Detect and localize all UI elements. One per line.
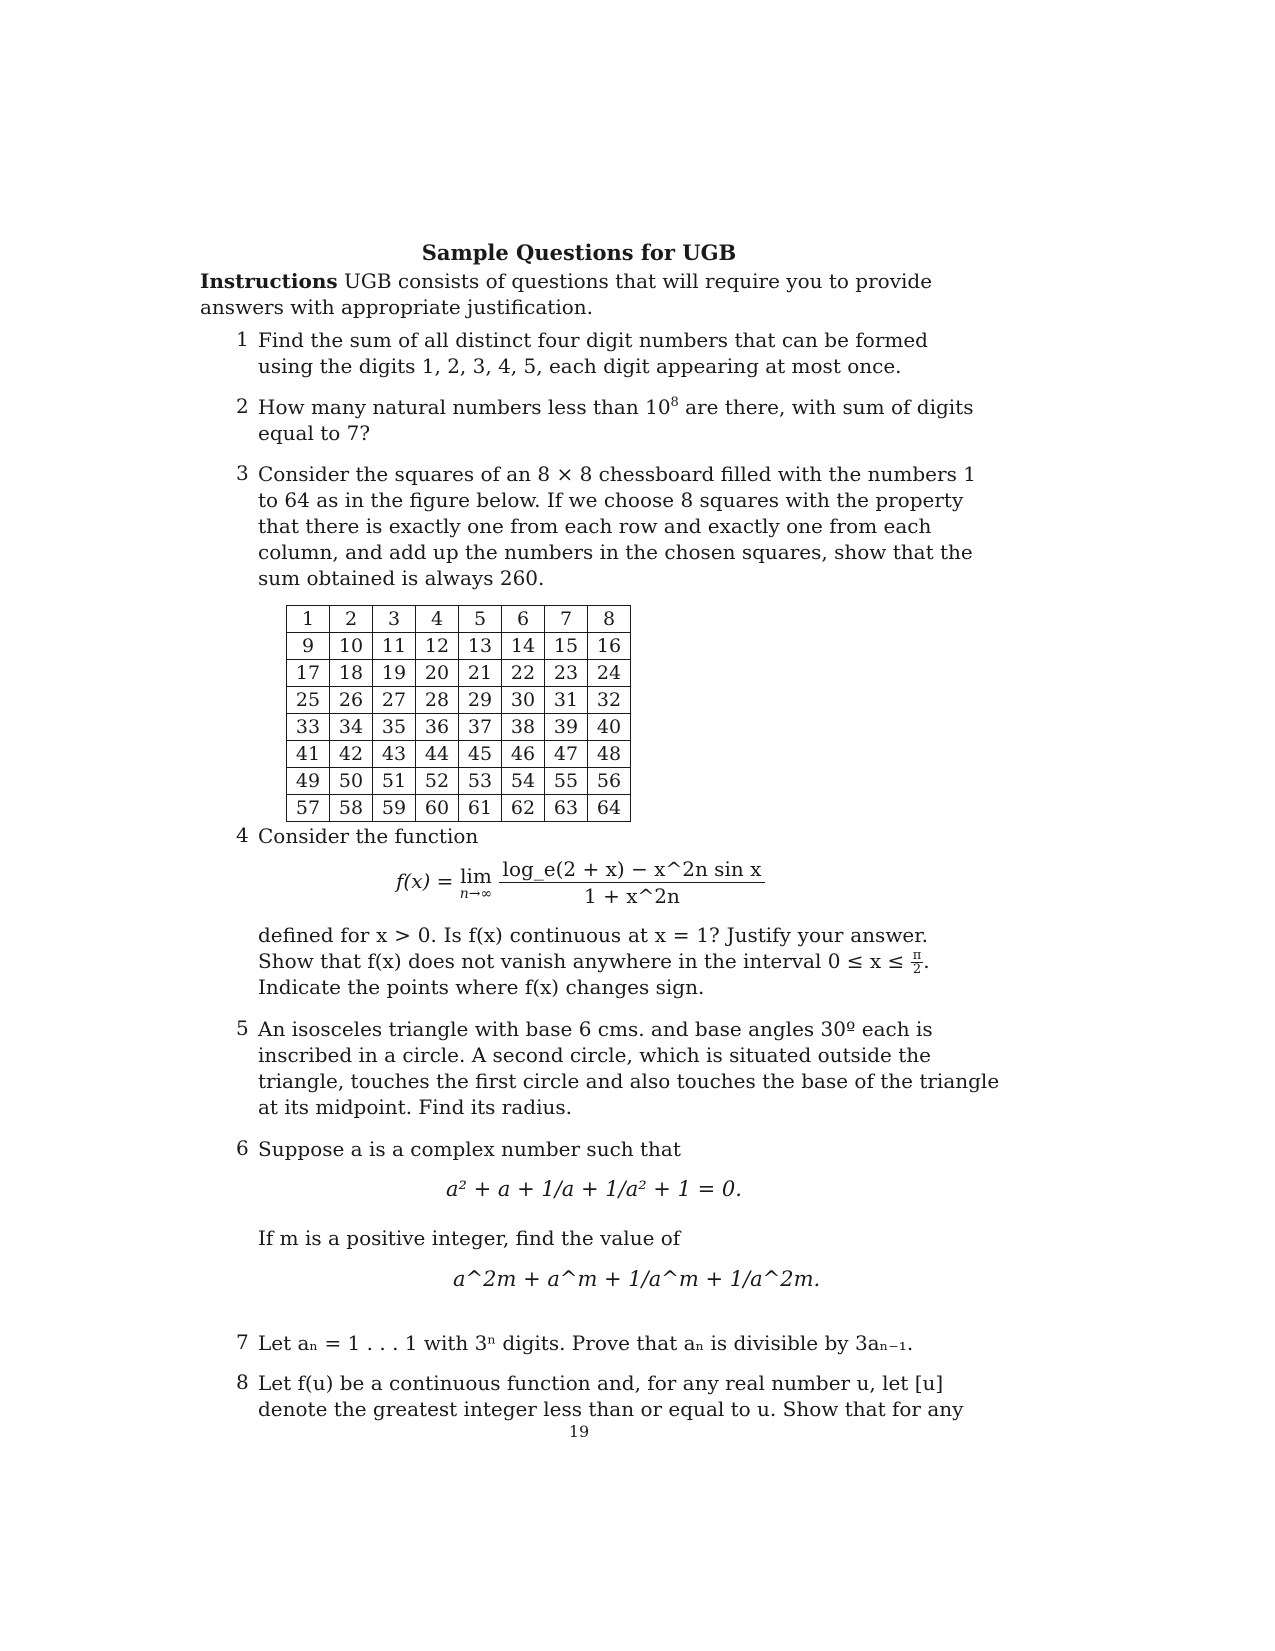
board-cell: 4 — [416, 606, 459, 633]
question-number-5: 5 — [236, 1016, 249, 1040]
q2-line-2: equal to 7? — [258, 421, 371, 445]
board-cell: 2 — [330, 606, 373, 633]
board-cell: 35 — [373, 714, 416, 741]
board-cell: 44 — [416, 741, 459, 768]
q7-text: Let aₙ = 1 . . . 1 with 3ⁿ digits. Prove that aₙ is divisible by 3aₙ₋₁. — [258, 1331, 914, 1355]
board-cell: 13 — [459, 633, 502, 660]
q5-line-3: triangle, touches the first circle and also touches the base of the triangle — [258, 1069, 1000, 1093]
board-cell: 57 — [287, 795, 330, 822]
q1-line-2: using the digits 1, 2, 3, 4, 5, each digit appearing at most once. — [258, 354, 902, 378]
board-cell: 40 — [588, 714, 631, 741]
page-title: Sample Questions for UGB — [421, 240, 737, 265]
chessboard-table — [286, 605, 631, 822]
page-number: 19 — [568, 1422, 590, 1441]
q4-fraction — [499, 856, 766, 909]
instructions-text-1: UGB consists of questions that will require you to provide — [344, 269, 933, 293]
board-cell: 51 — [373, 768, 416, 795]
question-number-7: 7 — [236, 1330, 249, 1354]
board-cell: 27 — [373, 687, 416, 714]
board-cell: 50 — [330, 768, 373, 795]
board-cell: 64 — [588, 795, 631, 822]
board-cell: 41 — [287, 741, 330, 768]
board-cell: 9 — [287, 633, 330, 660]
board-cell: 34 — [330, 714, 373, 741]
q3-line-5: sum obtained is always 260. — [258, 566, 545, 590]
board-cell: 25 — [287, 687, 330, 714]
board-row — [287, 660, 631, 687]
board-cell: 47 — [545, 741, 588, 768]
board-cell: 11 — [373, 633, 416, 660]
board-cell: 55 — [545, 768, 588, 795]
board-cell: 20 — [416, 660, 459, 687]
q4-equation — [396, 856, 765, 909]
q6-line-2: If m is a positive integer, find the value of — [258, 1226, 681, 1250]
q5-line-4: at its midpoint. Find its radius. — [258, 1095, 572, 1119]
board-cell: 6 — [502, 606, 545, 633]
instructions-line-1 — [200, 268, 933, 294]
board-cell: 63 — [545, 795, 588, 822]
board-cell: 10 — [330, 633, 373, 660]
board-cell: 39 — [545, 714, 588, 741]
q8-line-2: denote the greatest integer less than or equal to u. Show that for any — [258, 1397, 964, 1421]
board-cell: 43 — [373, 741, 416, 768]
q4-text-3b: . — [923, 949, 930, 973]
board-cell: 5 — [459, 606, 502, 633]
q3-line-4: column, and add up the numbers in the chosen squares, show that the — [258, 540, 973, 564]
board-cell: 12 — [416, 633, 459, 660]
board-cell: 48 — [588, 741, 631, 768]
board-cell: 21 — [459, 660, 502, 687]
board-cell: 3 — [373, 606, 416, 633]
board-cell: 58 — [330, 795, 373, 822]
question-number-1: 1 — [236, 327, 249, 351]
instructions-label: Instructions — [200, 269, 338, 293]
board-cell: 30 — [502, 687, 545, 714]
board-cell: 38 — [502, 714, 545, 741]
q4-lim-subscript: n→∞ — [459, 885, 493, 902]
instructions-line-2: answers with appropriate justification. — [200, 295, 593, 319]
board-cell: 46 — [502, 741, 545, 768]
board-cell: 62 — [502, 795, 545, 822]
question-number-3: 3 — [236, 461, 249, 485]
q6-equation-1: a² + a + 1/a + 1/a² + 1 = 0. — [446, 1177, 742, 1201]
board-row — [287, 714, 631, 741]
question-number-2: 2 — [236, 394, 249, 418]
question-number-6: 6 — [236, 1136, 249, 1160]
q4-line-3 — [258, 948, 930, 976]
q5-line-1: An isosceles triangle with base 6 cms. and base angles 30º each is — [258, 1017, 933, 1041]
board-cell: 37 — [459, 714, 502, 741]
board-cell: 7 — [545, 606, 588, 633]
q2-text-a: How many natural numbers less than 10 — [258, 395, 671, 419]
q6-equation-2: a^2m + a^m + 1/a^m + 1/a^2m. — [453, 1267, 821, 1291]
q4-denominator: 1 + x^2n — [584, 884, 680, 908]
q4-lhs: f(x) = — [396, 869, 460, 893]
q2-line-1 — [258, 394, 974, 420]
board-cell: 61 — [459, 795, 502, 822]
board-cell: 19 — [373, 660, 416, 687]
board-cell: 31 — [545, 687, 588, 714]
board-cell: 22 — [502, 660, 545, 687]
q4-pi: π — [912, 948, 922, 963]
board-row — [287, 606, 631, 633]
board-cell: 26 — [330, 687, 373, 714]
q3-line-3: that there is exactly one from each row and exactly one from each — [258, 514, 932, 538]
q8-line-1: Let f(u) be a continuous function and, for any real number u, let [u] — [258, 1371, 944, 1395]
q4-two: 2 — [912, 962, 922, 977]
board-cell: 17 — [287, 660, 330, 687]
board-cell: 18 — [330, 660, 373, 687]
board-cell: 33 — [287, 714, 330, 741]
board-cell: 60 — [416, 795, 459, 822]
board-cell: 53 — [459, 768, 502, 795]
board-row — [287, 687, 631, 714]
board-cell: 32 — [588, 687, 631, 714]
board-cell: 23 — [545, 660, 588, 687]
board-row — [287, 633, 631, 660]
q5-line-2: inscribed in a circle. A second circle, which is situated outside the — [258, 1043, 931, 1067]
board-cell: 28 — [416, 687, 459, 714]
board-row — [287, 768, 631, 795]
board-cell: 14 — [502, 633, 545, 660]
board-cell: 49 — [287, 768, 330, 795]
q4-pi-over-2 — [911, 949, 924, 976]
q2-text-b: are there, with sum of digits — [678, 395, 974, 419]
q3-line-2: to 64 as in the figure below. If we choose 8 squares with the property — [258, 488, 964, 512]
question-number-8: 8 — [236, 1370, 249, 1394]
q4-line-2: defined for x > 0. Is f(x) continuous at x = 1? Justify your answer. — [258, 923, 928, 947]
q4-numerator: log_e(2 + x) − x^2n sin x — [499, 856, 766, 883]
board-cell: 56 — [588, 768, 631, 795]
q4-line-4: Indicate the points where f(x) changes sign. — [258, 975, 705, 999]
q3-line-1: Consider the squares of an 8 × 8 chessboard filled with the numbers 1 — [258, 462, 976, 486]
q1-line-1: Find the sum of all distinct four digit numbers that can be formed — [258, 328, 928, 352]
board-cell: 15 — [545, 633, 588, 660]
q4-limit — [460, 865, 492, 901]
board-cell: 16 — [588, 633, 631, 660]
q4-line-1: Consider the function — [258, 824, 479, 848]
q2-exponent: 8 — [670, 395, 679, 411]
question-number-4: 4 — [236, 823, 249, 847]
board-row — [287, 741, 631, 768]
board-cell: 52 — [416, 768, 459, 795]
q6-line-1: Suppose a is a complex number such that — [258, 1137, 681, 1161]
board-cell: 1 — [287, 606, 330, 633]
board-cell: 36 — [416, 714, 459, 741]
board-cell: 59 — [373, 795, 416, 822]
board-cell: 54 — [502, 768, 545, 795]
board-cell: 42 — [330, 741, 373, 768]
board-cell: 8 — [588, 606, 631, 633]
board-cell: 45 — [459, 741, 502, 768]
q4-text-3a: Show that f(x) does not vanish anywhere in the interval 0 ≤ x ≤ — [258, 949, 911, 973]
board-row — [287, 795, 631, 822]
board-cell: 24 — [588, 660, 631, 687]
q4-lim-text: lim — [460, 863, 492, 888]
board-cell: 29 — [459, 687, 502, 714]
